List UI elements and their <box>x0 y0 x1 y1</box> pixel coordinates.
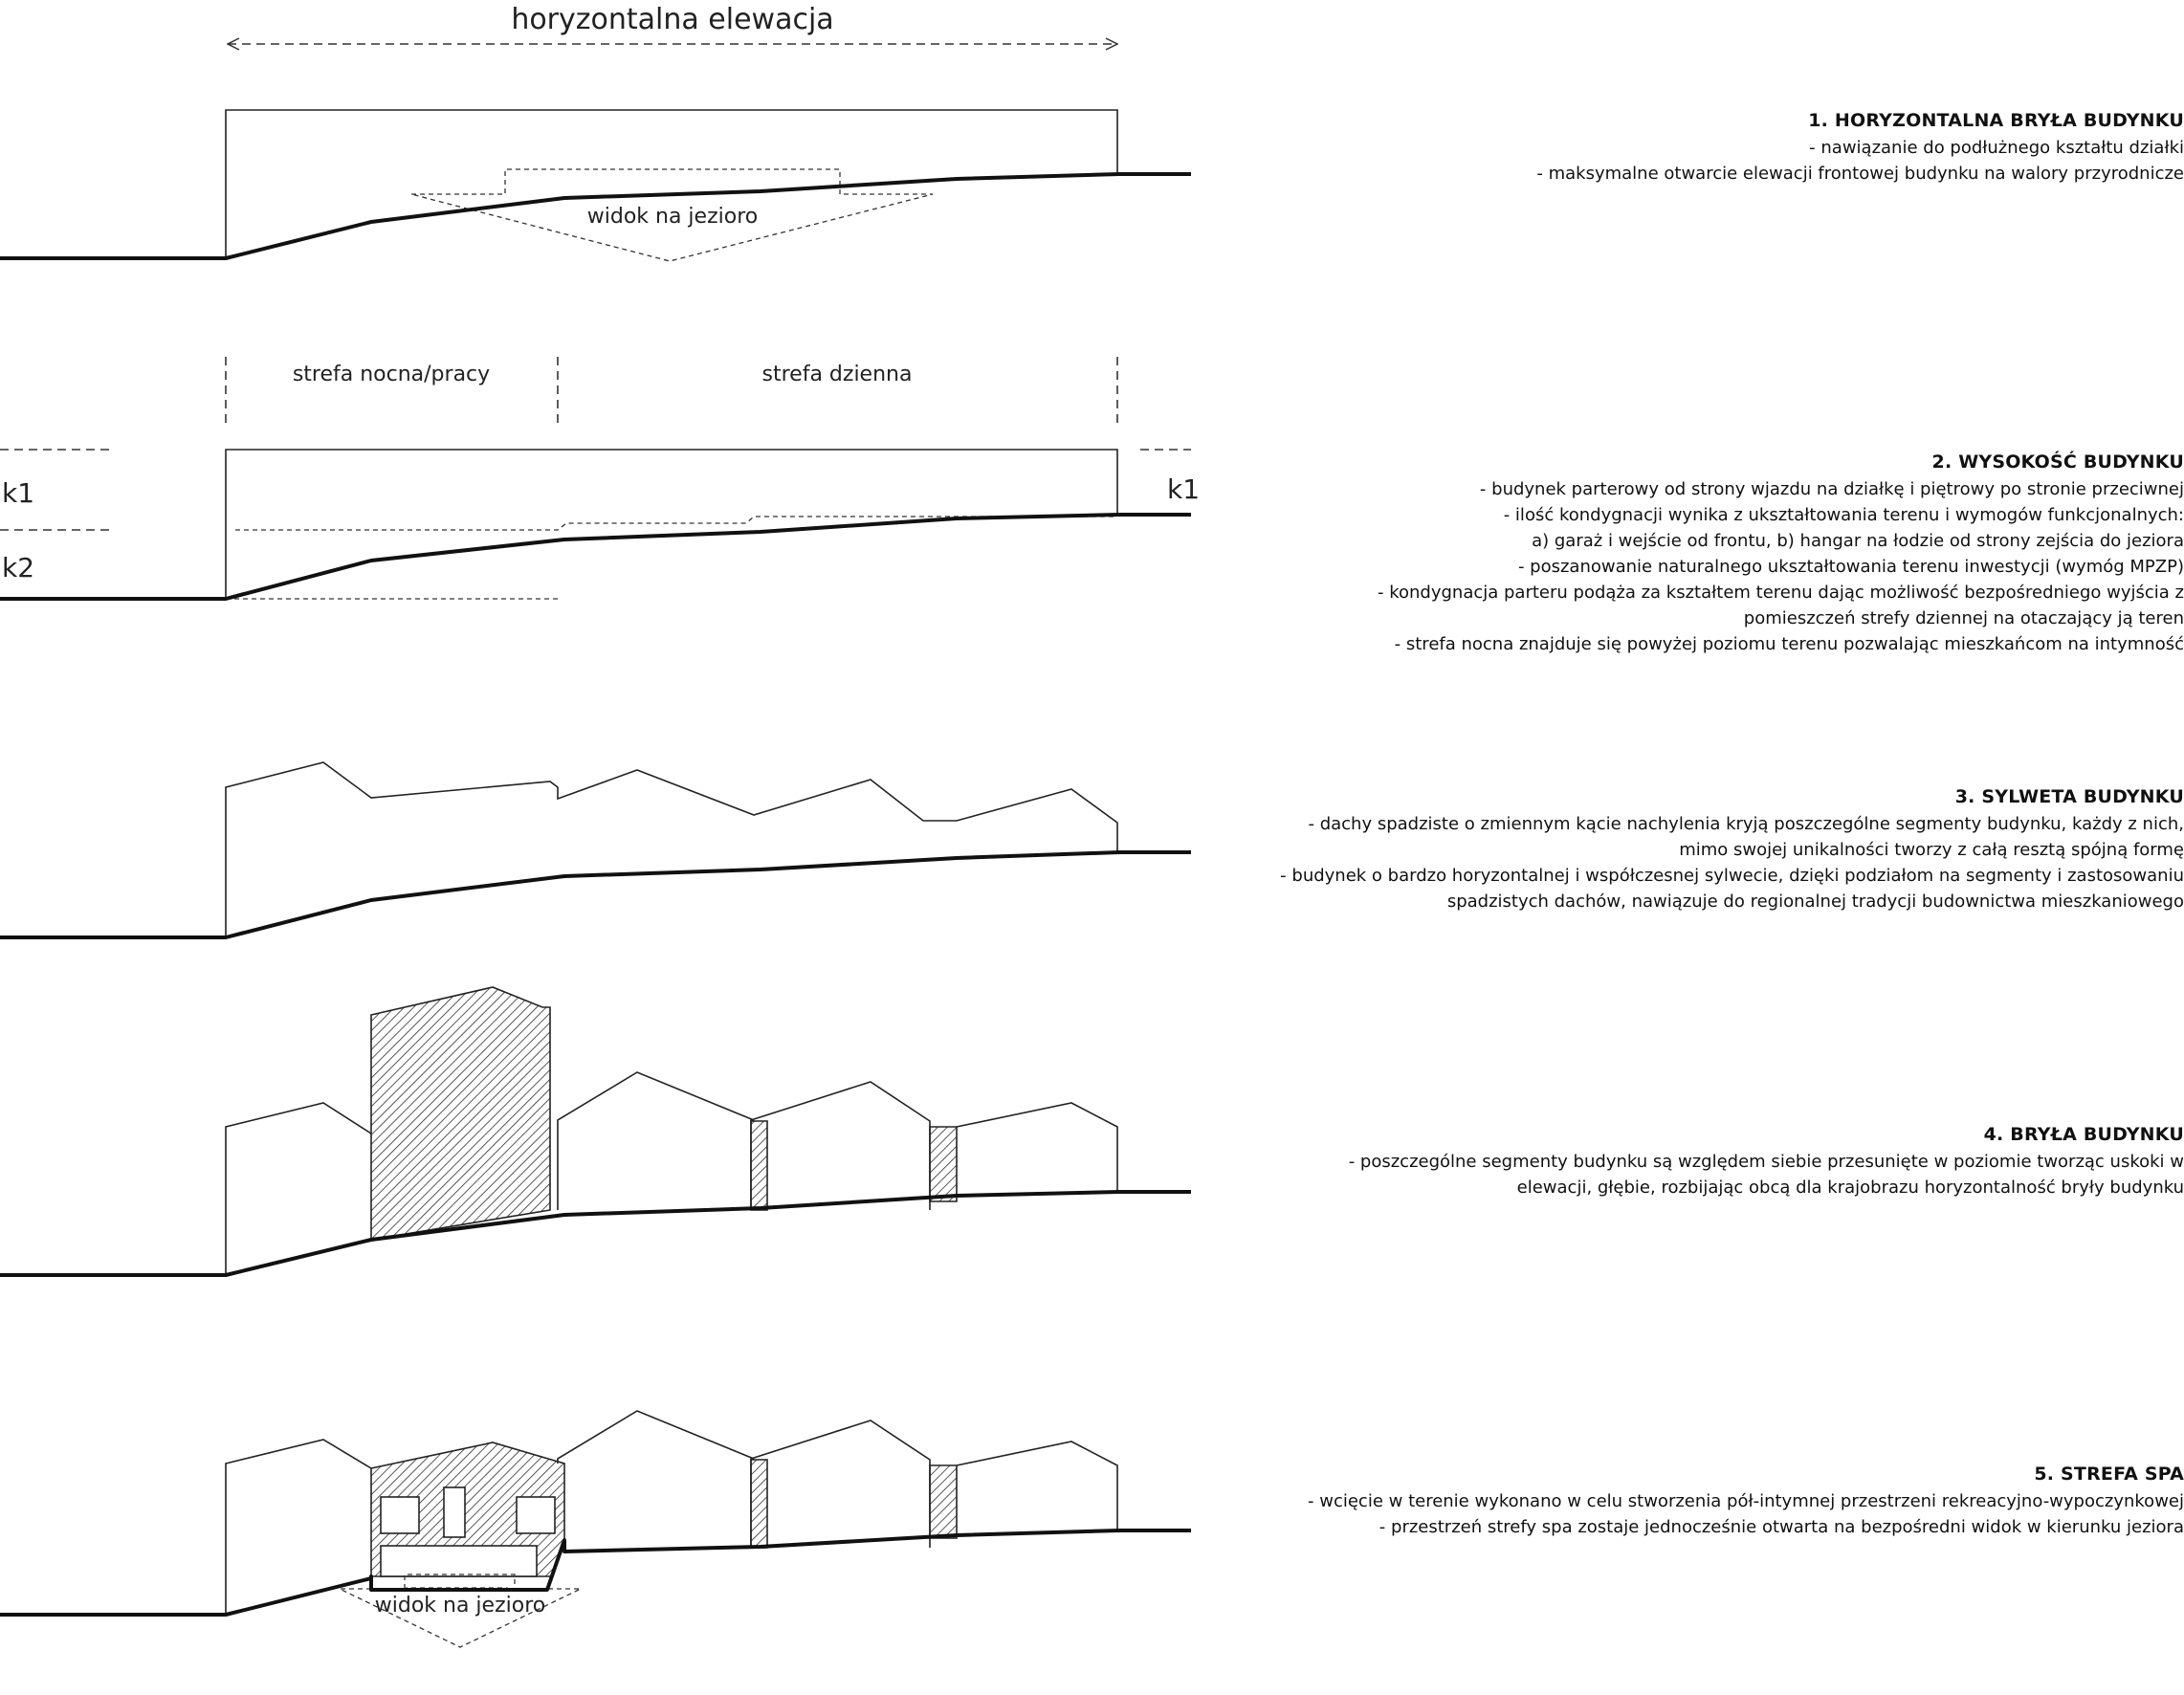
lake-view-label-5: widok na jezioro <box>374 1594 546 1618</box>
spa-segment-3-outline <box>751 1420 930 1548</box>
section-heading: 5. STREFA SPA <box>2034 1464 2184 1485</box>
spa-window-2 <box>444 1487 465 1537</box>
diagram-3-silhouette <box>0 762 1191 937</box>
section-line: mimo swojej unikalności tworzy z całą resztą spójną formę <box>1679 840 2184 860</box>
section-4 <box>1246 1124 2184 1200</box>
hatched-joint-4 <box>930 1465 957 1538</box>
building-outline-2 <box>226 450 1117 599</box>
hatched-joint-3 <box>751 1460 767 1548</box>
diagram-4-segmented-mass <box>0 987 1191 1275</box>
terrain-line-2 <box>0 515 1191 599</box>
section-line: - budynek o bardzo horyzontalnej i współczesnej sylwecie, dzięki podziałom na segmenty i zastosowaniu <box>1280 866 2184 886</box>
section-2 <box>1246 451 2184 657</box>
section-line: - maksymalne otwarcie elewacji frontowej budynku na walory przyrodnicze <box>1536 164 2184 184</box>
section-heading: 2. WYSOKOŚĆ BUDYNKU <box>1931 451 2184 473</box>
hatched-segment-1 <box>371 987 550 1240</box>
terrain-line-5 <box>0 1530 1191 1615</box>
spa-segment-4-outline <box>957 1442 1117 1530</box>
section-line: - kondygnacja parteru podąża za kształtem terenu dając możliwość bezpośredniego wyjścia z <box>1377 583 2184 603</box>
hatched-joint-1 <box>751 1121 767 1210</box>
section-1 <box>1246 110 2184 187</box>
lake-view-label-1: widok na jezioro <box>586 205 759 229</box>
diagram-5-spa-zone <box>0 1411 1191 1647</box>
segment-1-outline <box>226 1103 371 1275</box>
section-line: pomieszczeń strefy dziennej na otaczający ją teren <box>1743 608 2184 628</box>
section-line: spadzistych dachów, nawiązuje do regionalnej tradycji budownictwa mieszkaniowego <box>1446 892 2184 912</box>
segment-4-outline <box>957 1103 1117 1192</box>
terrain-line-3 <box>0 852 1191 937</box>
segment-2-outline <box>558 1072 754 1210</box>
terrain-line-4 <box>0 1192 1191 1275</box>
section-line: - wcięcie w terenie wykonano w celu stworzenia pół-intymnej przestrzeni rekreacyjno-wypoczynkowej <box>1308 1491 2184 1511</box>
section-line: elewacji, głębie, rozbijając obcą dla krajobrazu horyzontalność bryły budynku <box>1516 1178 2184 1198</box>
segment-3-outline <box>751 1082 930 1210</box>
building-outline-1 <box>226 110 1117 258</box>
section-line: - nawiązanie do podłużnego kształtu działki <box>1809 138 2184 158</box>
section-line: - budynek parterowy od strony wjazdu na działkę i piętrowy po stronie przeciwnej <box>1479 479 2184 499</box>
section-heading: 3. SYLWETA BUDYNKU <box>1954 786 2184 807</box>
level-k1-left: k1 <box>2 477 35 509</box>
section-line: - poszanowanie naturalnego ukształtowania terenu inwestycji (wymóg MPZP) <box>1517 557 2184 577</box>
section-heading: 1. HORYZONTALNA BRYŁA BUDYNKU <box>1808 110 2184 131</box>
section-line: - przestrzeń strefy spa zostaje jednocześnie otwarta na bezpośredni widok w kierunku jeziora <box>1379 1517 2184 1537</box>
night-zone-label: strefa nocna/pracy <box>292 363 491 386</box>
section-line: - strefa nocna znajduje się powyżej poziomu terenu pozwalając mieszkańcom na intymność <box>1394 634 2184 654</box>
spa-segment-2-outline <box>558 1411 754 1548</box>
spa-opening <box>381 1546 537 1576</box>
section-line: - ilość kondygnacji wynika z ukształtowania terenu i wymogów funkcjonalnych: <box>1503 505 2184 525</box>
section-3 <box>1246 786 2184 914</box>
level-k1-right: k1 <box>1167 473 1201 505</box>
diagram-1-horizontal-mass <box>0 3 1191 261</box>
day-zone-label: strefa dzienna <box>761 363 913 386</box>
hatched-joint-2 <box>930 1127 957 1201</box>
section-line: - dachy spadziste o zmiennym kącie nachylenia kryją poszczególne segmenty budynku, każdy z nich, <box>1308 814 2184 834</box>
section-5 <box>1246 1464 2184 1540</box>
spa-window-3 <box>517 1497 555 1533</box>
spa-window-1 <box>381 1497 419 1533</box>
horizontal-elevation-label: horyzontalna elewacja <box>511 3 834 36</box>
section-line: a) garaż i wejście od frontu, b) hangar na łodzie od strony zejścia do jeziora <box>1532 531 2184 551</box>
level-k2-left: k2 <box>2 552 35 583</box>
section-heading: 4. BRYŁA BUDYNKU <box>1983 1124 2184 1145</box>
diagram-2-height <box>0 357 1200 599</box>
section-line: - poszczególne segmenty budynku są względem siebie przesunięte w poziomie tworząc uskoki w <box>1348 1152 2184 1172</box>
roof-silhouette <box>226 762 1117 937</box>
